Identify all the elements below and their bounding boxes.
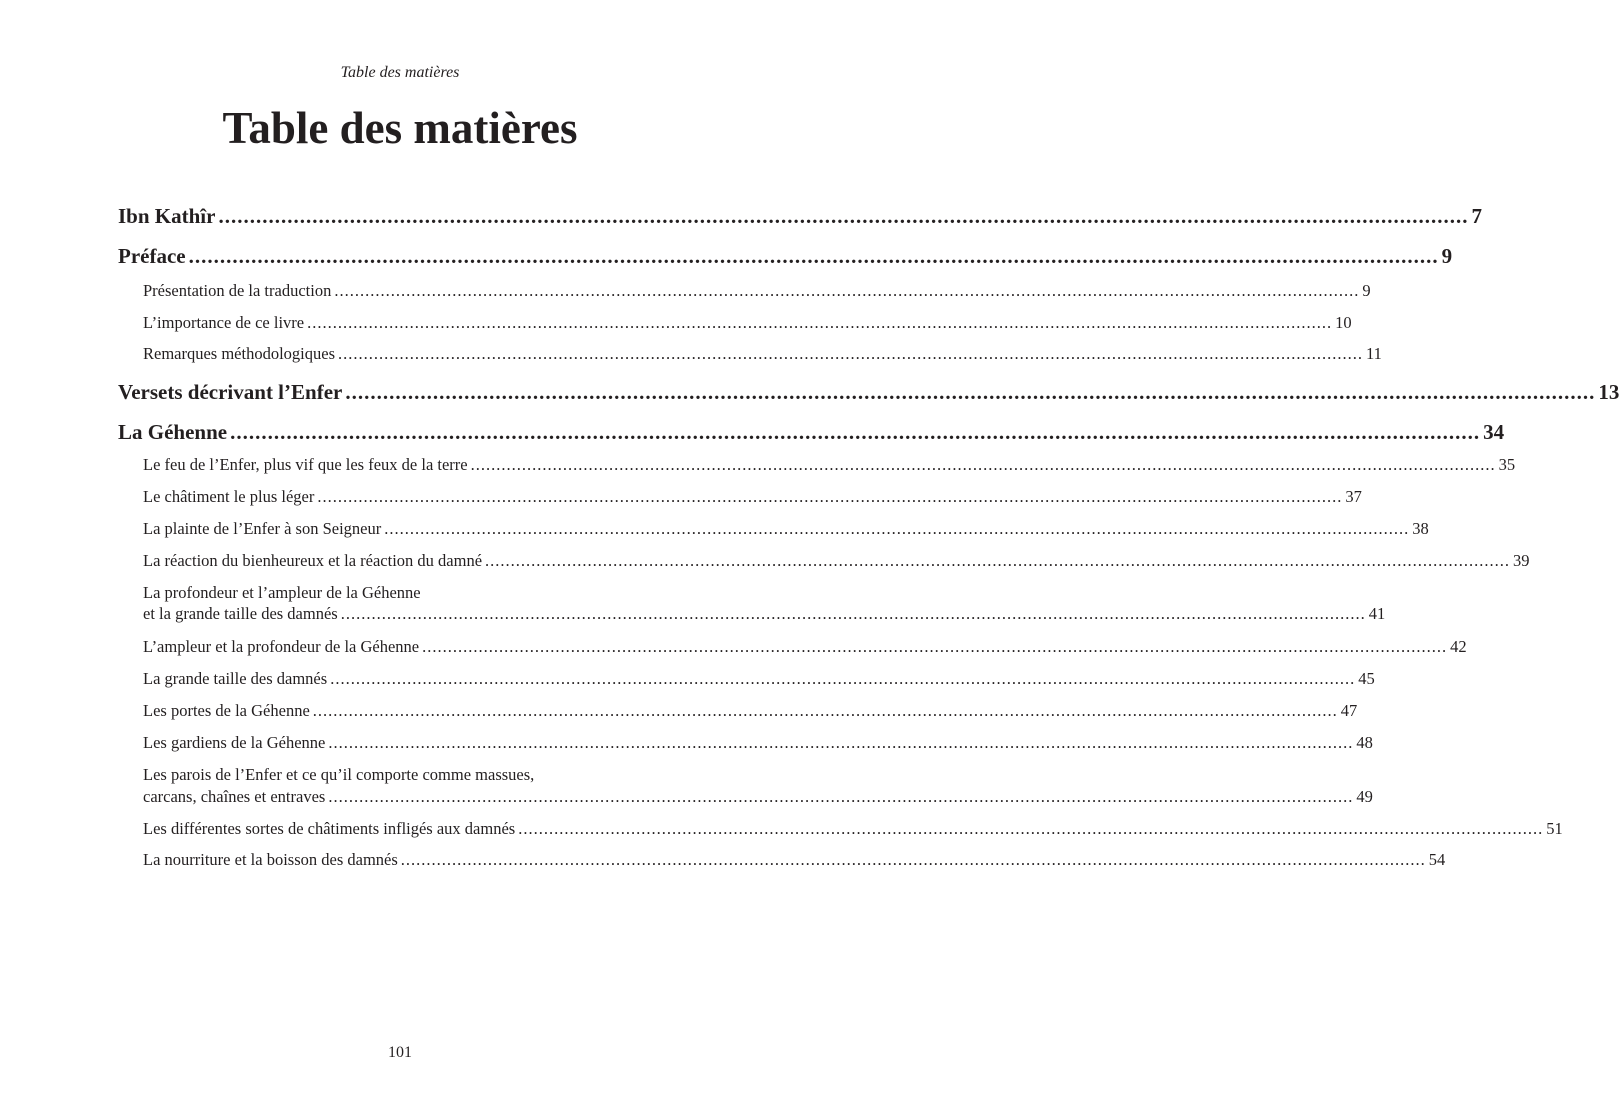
- toc-entry-remarques[interactable]: [143, 343, 1382, 365]
- toc-page-number: 47: [1340, 701, 1358, 720]
- dot-leader: ........................................................................................................................................................................................................: [330, 669, 1356, 688]
- toc-entry-label: Préface: [118, 244, 186, 268]
- dot-leader: ........................................................................................................................................................................................................: [307, 313, 1333, 332]
- toc-page-number: 42: [1450, 637, 1467, 656]
- toc-page-number: 37: [1345, 487, 1362, 506]
- dot-leader: ........................................................................................................................................................................................................: [218, 204, 1469, 228]
- toc-entry-label: L’importance de ce livre: [143, 313, 305, 332]
- toc-entry-profondeur-first-line: La profondeur et l’ampleur de la Géhenne: [143, 583, 421, 602]
- toc-entry-ibn-kathir[interactable]: [118, 203, 1482, 229]
- dot-leader: ........................................................................................................................................................................................................: [230, 420, 1481, 444]
- toc-entry-label: Les gardiens de la Géhenne: [143, 733, 326, 752]
- toc-entry-chatiments[interactable]: [143, 818, 1563, 840]
- toc-page-number: 34: [1483, 420, 1505, 444]
- toc-page-number: 7: [1471, 204, 1482, 228]
- toc-entry-label: La nourriture et la boisson des damnés: [143, 850, 398, 869]
- toc-entry-label: et la grande taille des damnés: [143, 604, 338, 623]
- toc-page-number: 13: [1598, 380, 1619, 404]
- toc-page-number: 35: [1498, 455, 1516, 474]
- dot-leader: ........................................................................................................................................................................................................: [345, 380, 1596, 404]
- toc-page-number: 11: [1366, 344, 1382, 363]
- dot-leader: ........................................................................................................................................................................................................: [312, 701, 1338, 720]
- toc-page-number: 49: [1356, 787, 1373, 806]
- dot-leader: ........................................................................................................................................................................................................: [422, 637, 1448, 656]
- toc-entry-presentation[interactable]: [143, 280, 1371, 302]
- toc-entry-label: Versets décrivant l’Enfer: [118, 380, 343, 404]
- toc-entry-label: Présentation de la traduction: [143, 281, 332, 300]
- dot-leader: ........................................................................................................................................................................................................: [328, 733, 1354, 752]
- dot-leader: ........................................................................................................................................................................................................: [384, 519, 1410, 538]
- toc-entry-profondeur[interactable]: [143, 603, 1386, 625]
- dot-leader: ........................................................................................................................................................................................................: [188, 244, 1439, 268]
- page-number: 101: [388, 1044, 412, 1061]
- dot-leader: ........................................................................................................................................................................................................: [485, 551, 1511, 570]
- toc-entry-label: Ibn Kathîr: [118, 204, 216, 228]
- toc-entry-nourriture[interactable]: [143, 849, 1446, 871]
- toc-page-number: 41: [1368, 604, 1386, 623]
- toc-entry-portes[interactable]: [143, 700, 1358, 722]
- toc-page-number: 9: [1441, 244, 1453, 268]
- dot-leader: ........................................................................................................................................................................................................: [400, 850, 1426, 869]
- toc-entry-label: Le châtiment le plus léger: [143, 487, 315, 506]
- toc-entry-label: La plainte de l’Enfer à son Seigneur: [143, 519, 382, 538]
- dot-leader: ........................................................................................................................................................................................................: [338, 344, 1364, 363]
- toc-entry-feu[interactable]: [143, 454, 1516, 476]
- toc-entry-chatiment-leger[interactable]: [143, 486, 1362, 508]
- toc-entry-ampleur[interactable]: [143, 636, 1467, 658]
- toc-entry-reaction[interactable]: [143, 550, 1530, 572]
- toc-entry-preface[interactable]: [118, 243, 1453, 269]
- dot-leader: ........................................................................................................................................................................................................: [317, 487, 1343, 506]
- toc-page-number: 9: [1362, 281, 1371, 300]
- page-title: Table des matières: [222, 103, 578, 153]
- toc-entry-versets[interactable]: [118, 379, 1619, 405]
- dot-leader: ........................................................................................................................................................................................................: [518, 819, 1544, 838]
- toc-entry-plainte[interactable]: [143, 518, 1429, 540]
- toc-page-number: 51: [1546, 819, 1563, 838]
- toc-page-number: 38: [1412, 519, 1429, 538]
- toc-page-number: 48: [1356, 733, 1373, 752]
- dot-leader: ........................................................................................................................................................................................................: [470, 455, 1496, 474]
- toc-entry-parois-first-line: Les parois de l’Enfer et ce qu’il comporte comme massues,: [143, 765, 535, 784]
- toc-entry-importance[interactable]: [143, 312, 1352, 334]
- toc-entry-label: Remarques méthodologiques: [143, 344, 336, 363]
- toc-page-number: 39: [1513, 551, 1530, 570]
- toc-entry-label: La Géhenne: [118, 420, 228, 444]
- running-head: Table des matières: [340, 64, 460, 81]
- toc-entry-grande-taille[interactable]: [143, 668, 1375, 690]
- dot-leader: ........................................................................................................................................................................................................: [334, 281, 1360, 300]
- toc-page-number: 54: [1428, 850, 1446, 869]
- toc-page-number: 45: [1358, 669, 1375, 688]
- dot-leader: ........................................................................................................................................................................................................: [340, 604, 1366, 623]
- toc-entry-label: Les différentes sortes de châtiments infligés aux damnés: [143, 819, 516, 838]
- toc-entry-label: La grande taille des damnés: [143, 669, 328, 688]
- toc-entry-label: La réaction du bienheureux et la réaction du damné: [143, 551, 483, 570]
- toc-page-number: 10: [1335, 313, 1352, 332]
- dot-leader: ........................................................................................................................................................................................................: [328, 787, 1354, 806]
- toc-entry-label: L’ampleur et la profondeur de la Géhenne: [143, 637, 420, 656]
- toc-entry-gardiens[interactable]: [143, 732, 1373, 754]
- toc-entry-label: Les portes de la Géhenne: [143, 701, 310, 720]
- toc-entry-parois[interactable]: [143, 786, 1373, 808]
- toc-entry-label: Le feu de l’Enfer, plus vif que les feux de la terre: [143, 455, 468, 474]
- toc-entry-label: carcans, chaînes et entraves: [143, 787, 326, 806]
- toc-entry-gehenne[interactable]: [118, 419, 1505, 445]
